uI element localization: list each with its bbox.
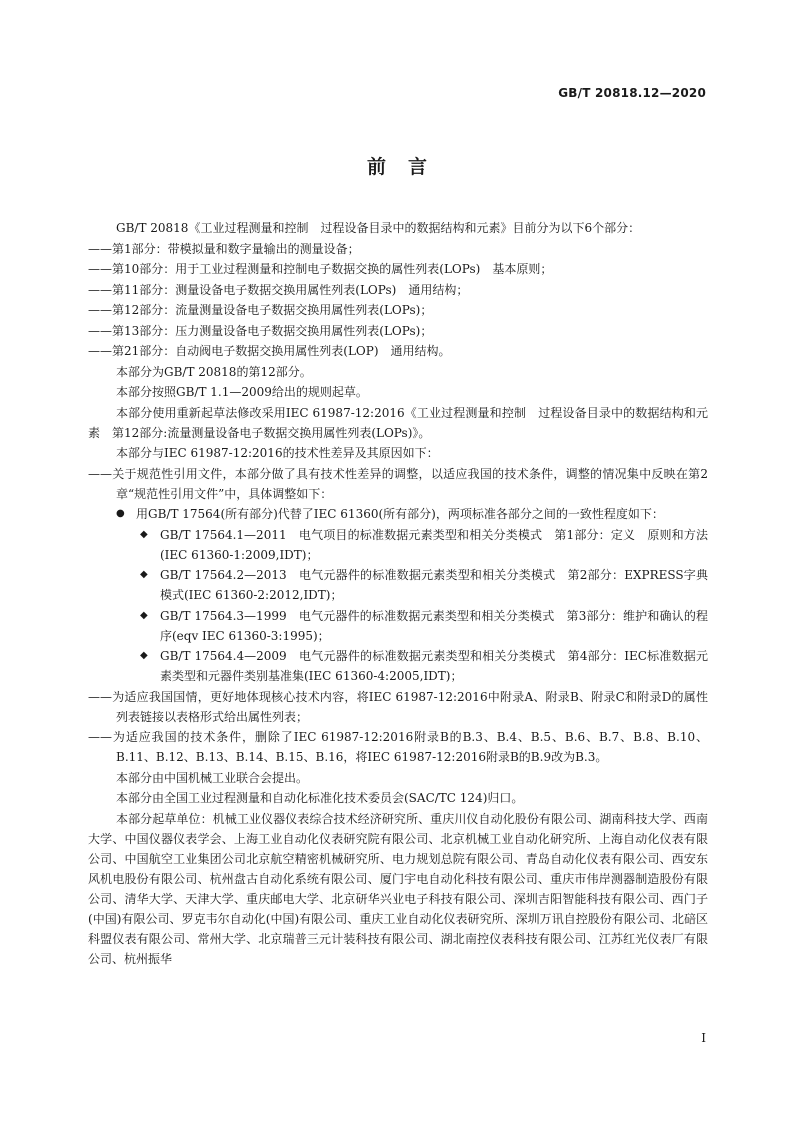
paragraph-drafting-rules: 本部分按照GB/T 1.1—2009给出的规则起草。 bbox=[116, 385, 368, 399]
standard-number: GB/T 20818.12—2020 bbox=[558, 86, 706, 100]
page-title: 前言 bbox=[366, 156, 449, 178]
sub-item-text: GB/T 17564.4—2009 电气元器件的标准数据元素类型和相关分类模式 第4部分：IEC标准数据元素类型和元器件类别基准集(IEC 61360-4:2005,IDT)； bbox=[160, 649, 708, 683]
paragraph-part-number: 本部分为GB/T 20818的第12部分。 bbox=[116, 364, 312, 379]
sub-list-item bbox=[88, 525, 708, 565]
sub-list-item bbox=[88, 565, 708, 605]
bullet-icon: ● bbox=[116, 508, 125, 519]
paragraph-committee: 本部分由全国工业过程测量和自动化标准化技术委员会(SAC/TC 124)归口。 bbox=[116, 791, 524, 805]
sub-list-item bbox=[88, 646, 708, 686]
difference-item: ——为适应我国的技术条件，删除了IEC 61987-12:2016附录B的B.3、B.4、B.5、B.6、B.7、B.8、B.10、B.11、B.12、B.13、B.14、B.15、B.16，将IEC 61987-12:2016附录B的B.9改为B.3。 bbox=[88, 730, 708, 764]
paragraph-proposer: 本部分由中国机械工业联合会提出。 bbox=[116, 770, 309, 785]
diamond-bullet-icon: ◆ bbox=[140, 569, 148, 580]
paragraph-drafting-units: 本部分起草单位：机械工业仪器仪表综合技术经济研究所、重庆川仪自动化股份有限公司、湖南科技大学、西南大学、中国仪器仪表学会、上海工业自动化仪表研究院有限公司、北京机械工业自动化研究所、上海自动化仪表有限公司、中国航空工业集团公司北京航空精密机械研究所、电力规划总院有限公司、青岛自动化仪表有限公司、西安东风机电股份有限公司、杭州盘古自动化系统有限公司、厦门宇电自动化科技有限公司、重庆市伟岸测器制造股份有限公司、清华大学、天津大学、重庆邮电大学、北京研华兴业电子科技有限公司、深圳吉阳智能科技有限公司、西门子(中国)有限公司、罗克韦尔自动化(中国)有限公司、重庆工业自动化仪表研究所、深圳万讯自控股份有限公司、北碚区科盟仪表有限公司、常州大学、北京瑞普三元计装科技有限公司、湖北南控仪表科技有限公司、江苏红光仪表厂有限公司、杭州振华 bbox=[88, 811, 708, 966]
part-list-item: ——第1部分：带模拟量和数字量输出的测量设备； bbox=[88, 241, 360, 256]
diamond-bullet-icon: ◆ bbox=[140, 528, 148, 540]
part-list-item: ——第21部分：自动阀电子数据交换用属性列表(LOP) 通用结构。 bbox=[88, 344, 451, 358]
paragraph-adoption: 本部分使用重新起草法修改采用IEC 61987-12:2016《工业过程测量和控制 过程设备目录中的数据结构和元素 第12部分:流量测量设备电子数据交换用属性列表(LOPs)》。 bbox=[88, 405, 708, 440]
part-list-item: ——第10部分：用于工业过程测量和控制电子数据交换的属性列表(LOPs) 基本原则； bbox=[88, 262, 553, 276]
part-list-item: ——第12部分：流量测量设备电子数据交换用属性列表(LOPs)； bbox=[88, 303, 433, 317]
difference-item: ——为适应我国国情，更好地体现核心技术内容，将IEC 61987-12:2016中附录A、附录B、附录C和附录D的属性列表链接以表格形式给出属性列表； bbox=[88, 689, 708, 724]
bullet-item bbox=[88, 504, 708, 524]
paragraph-differences-intro: 本部分与IEC 61987-12:2016的技术性差异及其原因如下： bbox=[116, 446, 439, 460]
difference-item: ——关于规范性引用文件，本部分做了具有技术性差异的调整，以适应我国的技术条件，调整的情况集中反映在第2章“规范性引用文件”中，具体调整如下： bbox=[88, 466, 708, 501]
page-number: I bbox=[701, 1031, 706, 1045]
intro-paragraph: GB/T 20818《工业过程测量和控制 过程设备目录中的数据结构和元素》目前分为以下6个部分： bbox=[116, 221, 641, 235]
bullet-text: 用GB/T 17564(所有部分)代替了IEC 61360(所有部分)，两项标准各部分之间的一致性程度如下： bbox=[136, 507, 664, 521]
sub-item-text: GB/T 17564.3—1999 电气元器件的标准数据元素类型和相关分类模式 第3部分：维护和确认的程序(eqv IEC 61360-3:1995)； bbox=[160, 608, 708, 643]
sub-item-text: GB/T 17564.1—2011 电气项目的标准数据元素类型和相关分类模式 第1部分：定义 原则和方法(IEC 61360-1:2009,IDT)； bbox=[160, 527, 708, 562]
part-list-item: ——第13部分：压力测量设备电子数据交换用属性列表(LOPs)； bbox=[88, 323, 433, 338]
diamond-bullet-icon: ◆ bbox=[140, 650, 148, 661]
sub-item-text: GB/T 17564.2—2013 电气元器件的标准数据元素类型和相关分类模式 第2部分：EXPRESS字典模式(IEC 61360-2:2012,IDT)； bbox=[160, 568, 708, 602]
part-list-item: ——第11部分：测量设备电子数据交换用属性列表(LOPs) 通用结构； bbox=[88, 282, 469, 297]
document-body bbox=[88, 218, 708, 969]
sub-list-item bbox=[88, 606, 708, 646]
diamond-bullet-icon: ◆ bbox=[140, 609, 148, 621]
